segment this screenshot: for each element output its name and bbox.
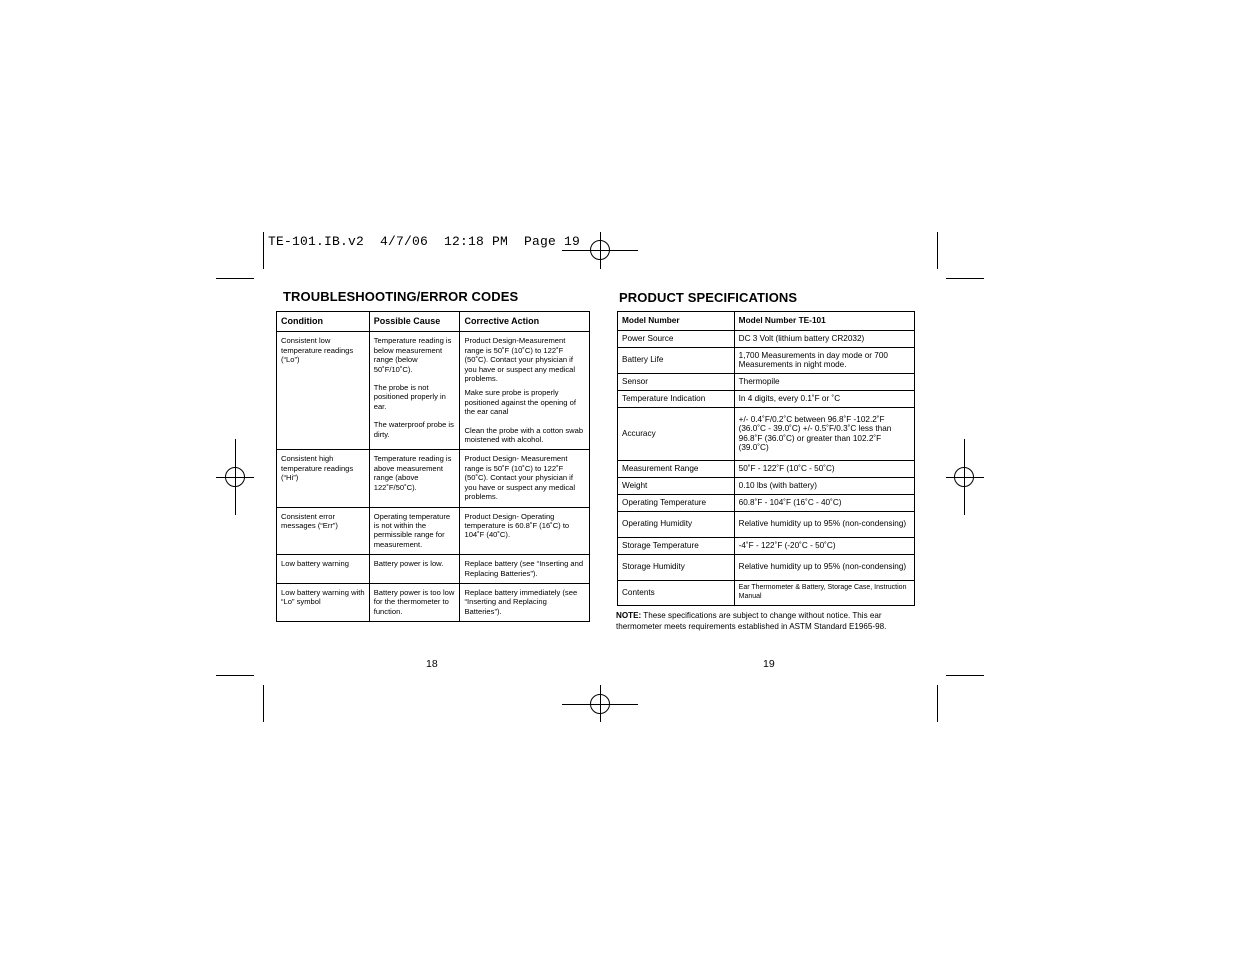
table-row	[618, 511, 915, 537]
condition-cell: Consistent low temperature readings (“Lo”)	[277, 332, 370, 450]
specifications-table	[617, 311, 915, 606]
spec-value: DC 3 Volt (lithium battery CR2032)	[734, 330, 914, 347]
table-row	[277, 450, 590, 507]
spec-value: -4˚F - 122˚F (-20˚C - 50˚C)	[734, 537, 914, 554]
table-row	[618, 494, 915, 511]
table-header-row	[277, 312, 590, 332]
cause-cell	[369, 332, 460, 450]
table-row	[618, 330, 915, 347]
specifications-note	[616, 610, 916, 632]
spec-value: In 4 digits, every 0.1˚F or ˚C	[734, 390, 914, 407]
action-cell: Replace battery immediately (see “Inserting and Replacing Batteries”).	[460, 583, 590, 621]
table-row	[618, 537, 915, 554]
crop-mark	[946, 278, 984, 279]
cause-cell: Battery power is too low for the thermometer to function.	[369, 583, 460, 621]
crop-mark	[937, 685, 938, 722]
table-row	[618, 390, 915, 407]
action-cell: Product Design- Measurement range is 50˚F (10˚C) to 122˚F (50˚C). Contact your physician if you have or suspect any medical problems.	[460, 450, 590, 507]
spec-value: Thermopile	[734, 373, 914, 390]
spec-value: 50˚F - 122˚F (10˚C - 50˚C)	[734, 460, 914, 477]
table-header-row	[618, 312, 915, 331]
spec-label: Storage Temperature	[618, 537, 735, 554]
cause-cell: Operating temperature is not within the permissible range for measurement.	[369, 507, 460, 555]
cause-cell: Battery power is low.	[369, 555, 460, 584]
spec-label: Power Source	[618, 330, 735, 347]
table-row	[618, 477, 915, 494]
spec-value: +/- 0.4˚F/0.2˚C between 96.8˚F -102.2˚F (36.0˚C - 39.0˚C) +/- 0.5˚F/0.3˚C less than 96.8˚F (36.0˚C) or greater than 102.2˚F (39.0˚C)	[734, 407, 914, 460]
specifications-heading: PRODUCT SPECIFICATIONS	[619, 290, 798, 305]
condition-cell: Consistent error messages (“Err”)	[277, 507, 370, 555]
spec-label: Operating Humidity	[618, 511, 735, 537]
condition-cell: Low battery warning with “Lo” symbol	[277, 583, 370, 621]
spec-label: Accuracy	[618, 407, 735, 460]
table-row	[618, 460, 915, 477]
slug-line: TE-101.IB.v2 4/7/06 12:18 PM Page 19	[268, 234, 581, 249]
cause-cell: Temperature reading is above measurement range (above 122˚F/50˚C).	[369, 450, 460, 507]
action-cell: Product Design- Operating temperature is 60.8˚F (16˚C) to 104˚F (40˚C).	[460, 507, 590, 555]
spec-label: Temperature Indication	[618, 390, 735, 407]
column-header: Model Number	[618, 312, 735, 331]
spec-value: 1,700 Measurements in day mode or 700 Measurements in night mode.	[734, 347, 914, 373]
crop-mark	[216, 675, 254, 676]
table-row	[618, 373, 915, 390]
note-text: These specifications are subject to change without notice. This ear thermometer meets requirements established in ASTM Standard E1965-98.	[616, 611, 887, 631]
table-row	[277, 583, 590, 621]
spec-value: Relative humidity up to 95% (non-condensing)	[734, 511, 914, 537]
table-row	[618, 554, 915, 580]
column-header: Condition	[277, 312, 370, 332]
spec-value: 60.8˚F - 104˚F (16˚C - 40˚C)	[734, 494, 914, 511]
troubleshooting-table	[276, 311, 590, 622]
table-row	[277, 555, 590, 584]
spec-label: Operating Temperature	[618, 494, 735, 511]
spec-label: Weight	[618, 477, 735, 494]
column-header: Corrective Action	[460, 312, 590, 332]
crop-mark	[263, 685, 264, 722]
action-text: Product Design-Measurement range is 50˚F (10˚C) to 122˚F (50˚C). Contact your physician if you have or suspect any medical problems.	[464, 336, 576, 384]
spec-label: Measurement Range	[618, 460, 735, 477]
condition-cell: Low battery warning	[277, 555, 370, 584]
table-row	[277, 507, 590, 555]
action-text: Clean the probe with a cotton swab moistened with alcohol.	[464, 425, 584, 445]
crop-mark	[263, 232, 264, 269]
troubleshooting-heading: TROUBLESHOOTING/ERROR CODES	[283, 289, 519, 304]
spec-value: Ear Thermometer & Battery, Storage Case, Instruction Manual	[734, 580, 914, 605]
page-number-left: 18	[426, 658, 438, 670]
action-text: Make sure probe is properly positioned against the opening of the ear canal	[464, 388, 576, 417]
cause-text: The probe is not positioned properly in ear.	[373, 383, 446, 411]
page-number-right: 19	[763, 658, 775, 670]
crop-mark	[946, 675, 984, 676]
table-row	[618, 580, 915, 605]
action-cell: Replace battery (see “Inserting and Replacing Batteries”).	[460, 555, 590, 584]
table-row	[618, 347, 915, 373]
spec-label: Battery Life	[618, 347, 735, 373]
condition-cell: Consistent high temperature readings (“Hi”)	[277, 450, 370, 507]
spec-label: Contents	[618, 580, 735, 605]
column-header: Possible Cause	[369, 312, 460, 332]
crop-mark	[937, 232, 938, 269]
spec-label: Storage Humidity	[618, 554, 735, 580]
cause-text: The waterproof probe is dirty.	[373, 420, 454, 439]
table-row	[277, 332, 590, 450]
table-row	[618, 407, 915, 460]
spec-value: 0.10 lbs (with battery)	[734, 477, 914, 494]
crop-mark	[216, 278, 254, 279]
column-header: Model Number TE-101	[734, 312, 914, 331]
note-label: NOTE:	[616, 611, 642, 620]
spec-label: Sensor	[618, 373, 735, 390]
spec-value: Relative humidity up to 95% (non-condensing)	[734, 554, 914, 580]
cause-text: Temperature reading is below measurement range (below 50˚F/10˚C).	[373, 336, 452, 374]
action-cell	[460, 332, 590, 450]
